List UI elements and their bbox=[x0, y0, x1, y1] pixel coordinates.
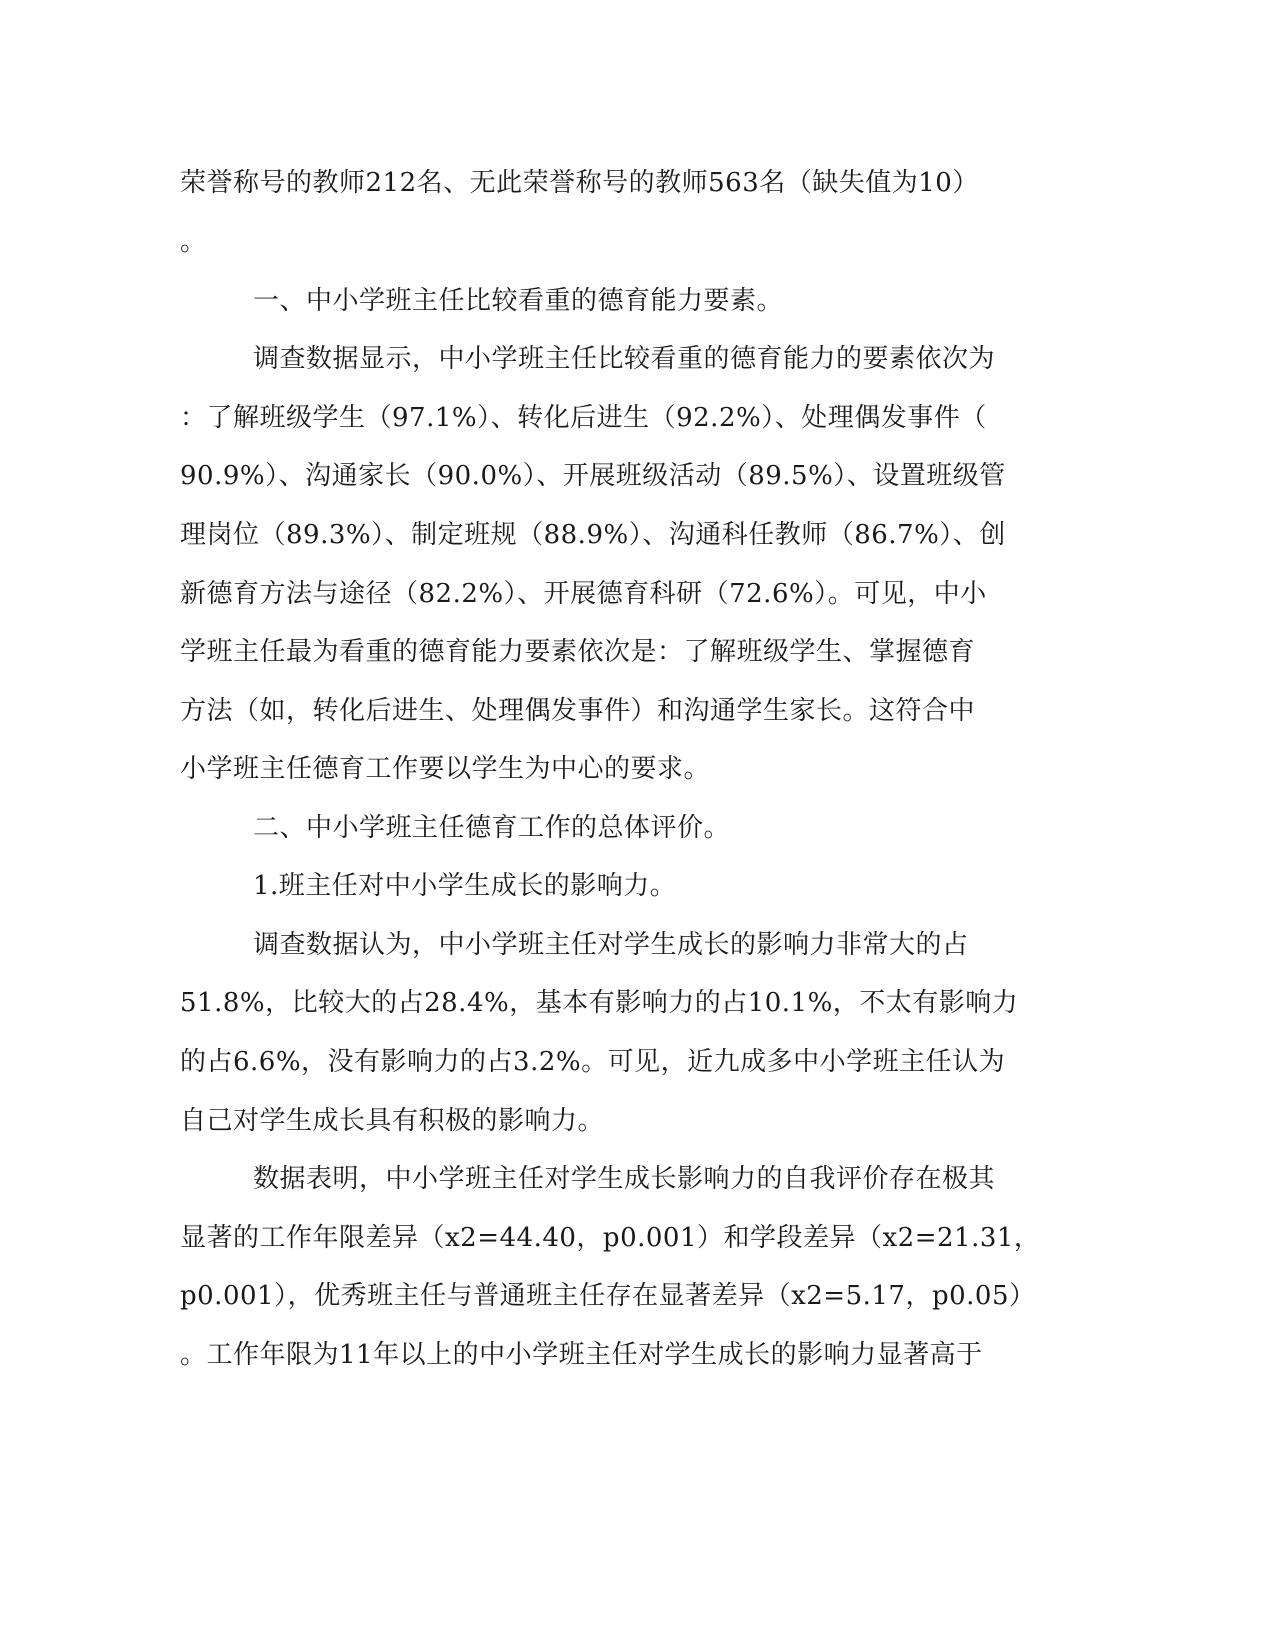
text-line: 学班主任最为看重的德育能力要素依次是：了解班级学生、掌握德育 bbox=[180, 637, 976, 667]
text-line: 。工作年限为11年以上的中小学班主任对学生成长的影响力显著高于 bbox=[180, 1340, 983, 1370]
subsection-heading: 1.班主任对中小学生成长的影响力。 bbox=[253, 871, 677, 901]
text-line: p0.001），优秀班主任与普通班主任存在显著差异（x2=5.17，p0.05） bbox=[180, 1281, 1036, 1311]
text-line: 新德育方法与途径（82.2%）、开展德育科研（72.6%）。可见，中小 bbox=[180, 579, 987, 609]
text-line: 51.8%，比较大的占28.4%，基本有影响力的占10.1%，不太有影响力 bbox=[180, 988, 1019, 1018]
text-line: 。 bbox=[180, 227, 207, 257]
section-heading: 二、中小学班主任德育工作的总体评价。 bbox=[253, 813, 731, 843]
text-line: 显著的工作年限差异（x2=44.40，p0.001）和学段差异（x2=21.31， bbox=[180, 1223, 1041, 1253]
text-line: 数据表明，中小学班主任对学生成长影响力的自我评价存在极其 bbox=[253, 1164, 996, 1194]
text-line: 方法（如，转化后进生、处理偶发事件）和沟通学生家长。这符合中 bbox=[180, 696, 976, 726]
text-line: 荣誉称号的教师212名、无此荣誉称号的教师563名（缺失值为10） bbox=[180, 168, 979, 198]
text-line: 的占6.6%，没有影响力的占3.2%。可见，近九成多中小学班主任认为 bbox=[180, 1047, 1006, 1077]
text-line: 自己对学生成长具有积极的影响力。 bbox=[180, 1106, 605, 1136]
text-line: 调查数据认为，中小学班主任对学生成长的影响力非常大的占 bbox=[253, 930, 969, 960]
text-line: 调查数据显示，中小学班主任比较看重的德育能力的要素依次为 bbox=[253, 344, 996, 374]
text-line: 理岗位（89.3%）、制定班规（88.9%）、沟通科任教师（86.7%）、创 bbox=[180, 520, 1006, 550]
section-heading: 一、中小学班主任比较看重的德育能力要素。 bbox=[253, 286, 784, 316]
text-line: 小学班主任德育工作要以学生为中心的要求。 bbox=[180, 754, 711, 784]
text-line: 90.9%）、沟通家长（90.0%）、开展班级活动（89.5%）、设置班级管 bbox=[180, 461, 1006, 491]
text-line: ：了解班级学生（97.1%）、转化后进生（92.2%）、处理偶发事件（ bbox=[180, 403, 987, 433]
